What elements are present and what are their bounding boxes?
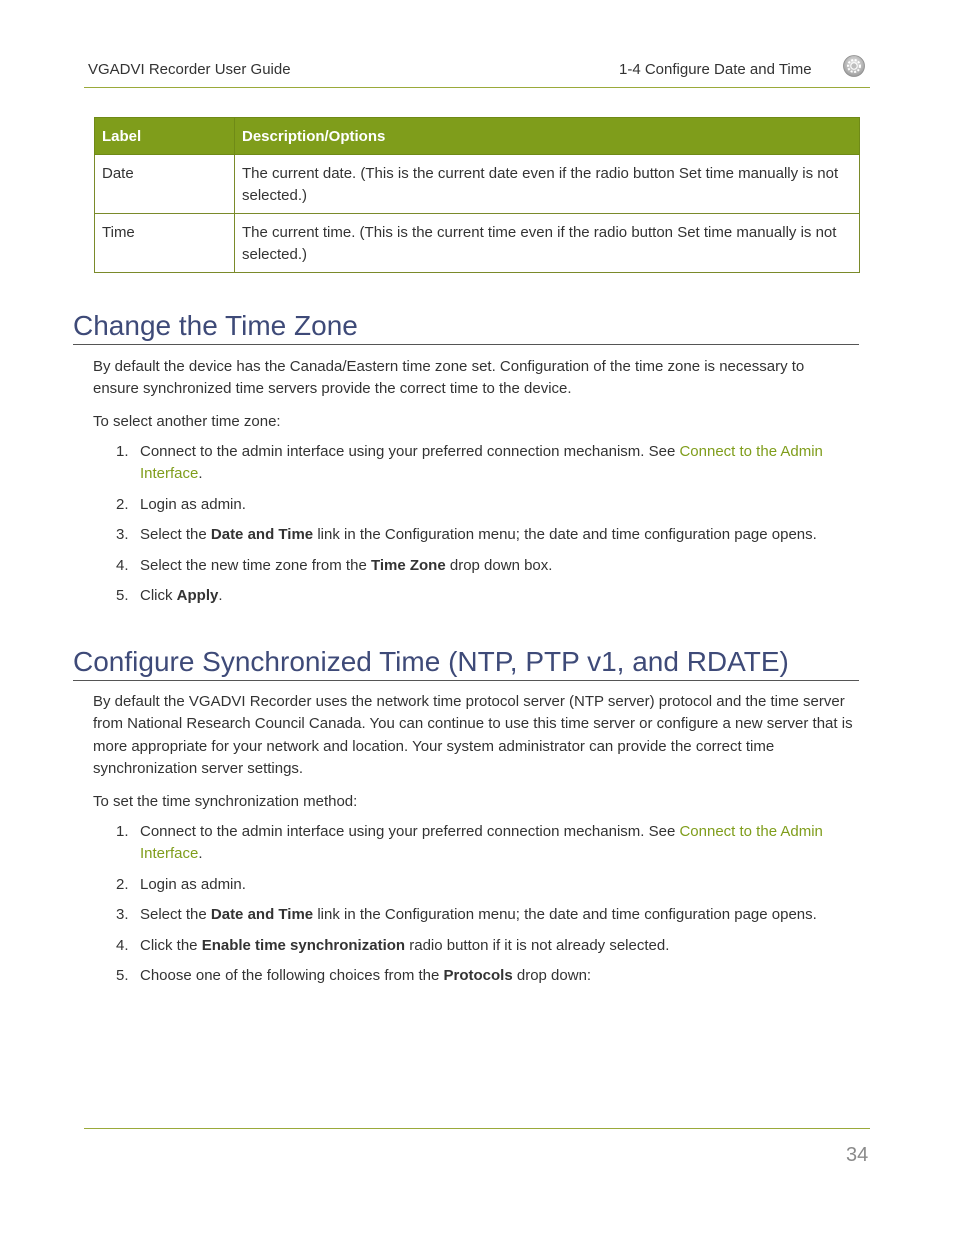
table-row bbox=[95, 155, 860, 214]
step-number: 5. bbox=[116, 967, 129, 984]
list-item bbox=[93, 935, 855, 957]
list-item bbox=[93, 874, 855, 896]
header-rule bbox=[84, 87, 870, 88]
step-bold: Apply bbox=[176, 587, 219, 604]
step-number: 2. bbox=[116, 875, 129, 893]
cell-description: The current date. (This is the current date even if the radio button Set time manually is not selected.) bbox=[235, 155, 860, 214]
list-item bbox=[93, 821, 855, 865]
list-item bbox=[93, 904, 855, 926]
step-text: Connect to the admin interface using your preferred connection mechanism. See bbox=[140, 823, 680, 840]
step-number: 5. bbox=[116, 587, 129, 604]
footer-rule bbox=[84, 1128, 870, 1129]
sync-intro: By default the VGADVI Recorder uses the network time protocol server (NTP server) protocol and the time server from National Research Council Canada. You can continue to use this time server or configure a new server that is more appropriate for your network and location. Your system administrator can provide the correct time synchronization server settings. bbox=[93, 693, 853, 777]
column-header-label: Label bbox=[95, 118, 235, 155]
step-text: Click the bbox=[140, 936, 202, 954]
timezone-heading: Change the Time Zone bbox=[73, 309, 859, 345]
step-text-end: radio button if it is not already selected. bbox=[405, 936, 670, 954]
sync-heading: Configure Synchronized Time (NTP, PTP v1, and RDATE) bbox=[73, 645, 859, 681]
options-table bbox=[94, 117, 860, 273]
section-title: 1-4 Configure Date and Time bbox=[619, 61, 812, 78]
cell-description: The current time. (This is the current time even if the radio button Set time manually is not selected.) bbox=[235, 214, 860, 273]
step-number: 4. bbox=[116, 556, 129, 574]
list-item bbox=[93, 965, 855, 987]
sync-lead: To set the time synchronization method: bbox=[93, 793, 358, 810]
step-bold: Time Zone bbox=[370, 556, 446, 574]
sync-steps bbox=[93, 821, 855, 996]
step-text-end: drop down box. bbox=[445, 556, 553, 574]
step-text: Login as admin. bbox=[140, 495, 246, 513]
step-number: 1. bbox=[116, 443, 129, 460]
step-text-end: drop down: bbox=[512, 967, 592, 984]
step-text: Click bbox=[140, 587, 177, 604]
list-item bbox=[93, 441, 855, 485]
cell-label: Time bbox=[95, 214, 235, 273]
step-text: Select the bbox=[140, 526, 211, 543]
gear-icon bbox=[843, 55, 865, 77]
step-bold: Date and Time bbox=[210, 906, 314, 923]
step-bold: Protocols bbox=[443, 967, 513, 984]
table-header-row bbox=[95, 118, 860, 155]
step-bold: Date and Time bbox=[210, 526, 314, 543]
step-bold: Enable time synchronization bbox=[201, 936, 406, 954]
step-text: Login as admin. bbox=[140, 875, 246, 893]
step-text-end: . bbox=[218, 587, 223, 604]
step-text-end: link in the Configuration menu; the date and time configuration page opens. bbox=[313, 526, 817, 543]
cell-label: Date bbox=[95, 155, 235, 214]
step-text-end: . bbox=[198, 465, 203, 482]
list-item bbox=[93, 494, 855, 516]
step-text-end: . bbox=[198, 845, 203, 862]
list-item bbox=[93, 585, 855, 607]
step-number: 4. bbox=[116, 936, 129, 954]
doc-title: VGADVI Recorder User Guide bbox=[88, 61, 291, 78]
step-text-end: link in the Configuration menu; the date and time configuration page opens. bbox=[313, 906, 817, 923]
connect-admin-link[interactable]: Connect to the Admin Interface bbox=[140, 443, 823, 482]
step-text: Choose one of the following choices from the bbox=[140, 967, 444, 984]
timezone-lead: To select another time zone: bbox=[93, 413, 281, 430]
step-text: Connect to the admin interface using your preferred connection mechanism. See bbox=[140, 443, 680, 460]
table-row bbox=[95, 214, 860, 273]
step-number: 2. bbox=[116, 495, 129, 513]
timezone-intro: By default the device has the Canada/Eastern time zone set. Configuration of the time zone is necessary to ensure synchronized time servers provide the correct time to the device. bbox=[93, 358, 805, 398]
page-number: 34 bbox=[846, 1144, 869, 1166]
list-item bbox=[93, 524, 855, 546]
timezone-steps bbox=[93, 441, 855, 616]
list-item bbox=[93, 555, 855, 577]
step-number: 3. bbox=[116, 526, 129, 543]
column-header-description: Description/Options bbox=[235, 118, 860, 155]
step-text: Select the new time zone from the bbox=[140, 556, 371, 574]
step-number: 1. bbox=[116, 823, 129, 840]
connect-admin-link[interactable]: Connect to the Admin Interface bbox=[140, 823, 823, 862]
step-text: Select the bbox=[140, 906, 211, 923]
step-number: 3. bbox=[116, 906, 129, 923]
